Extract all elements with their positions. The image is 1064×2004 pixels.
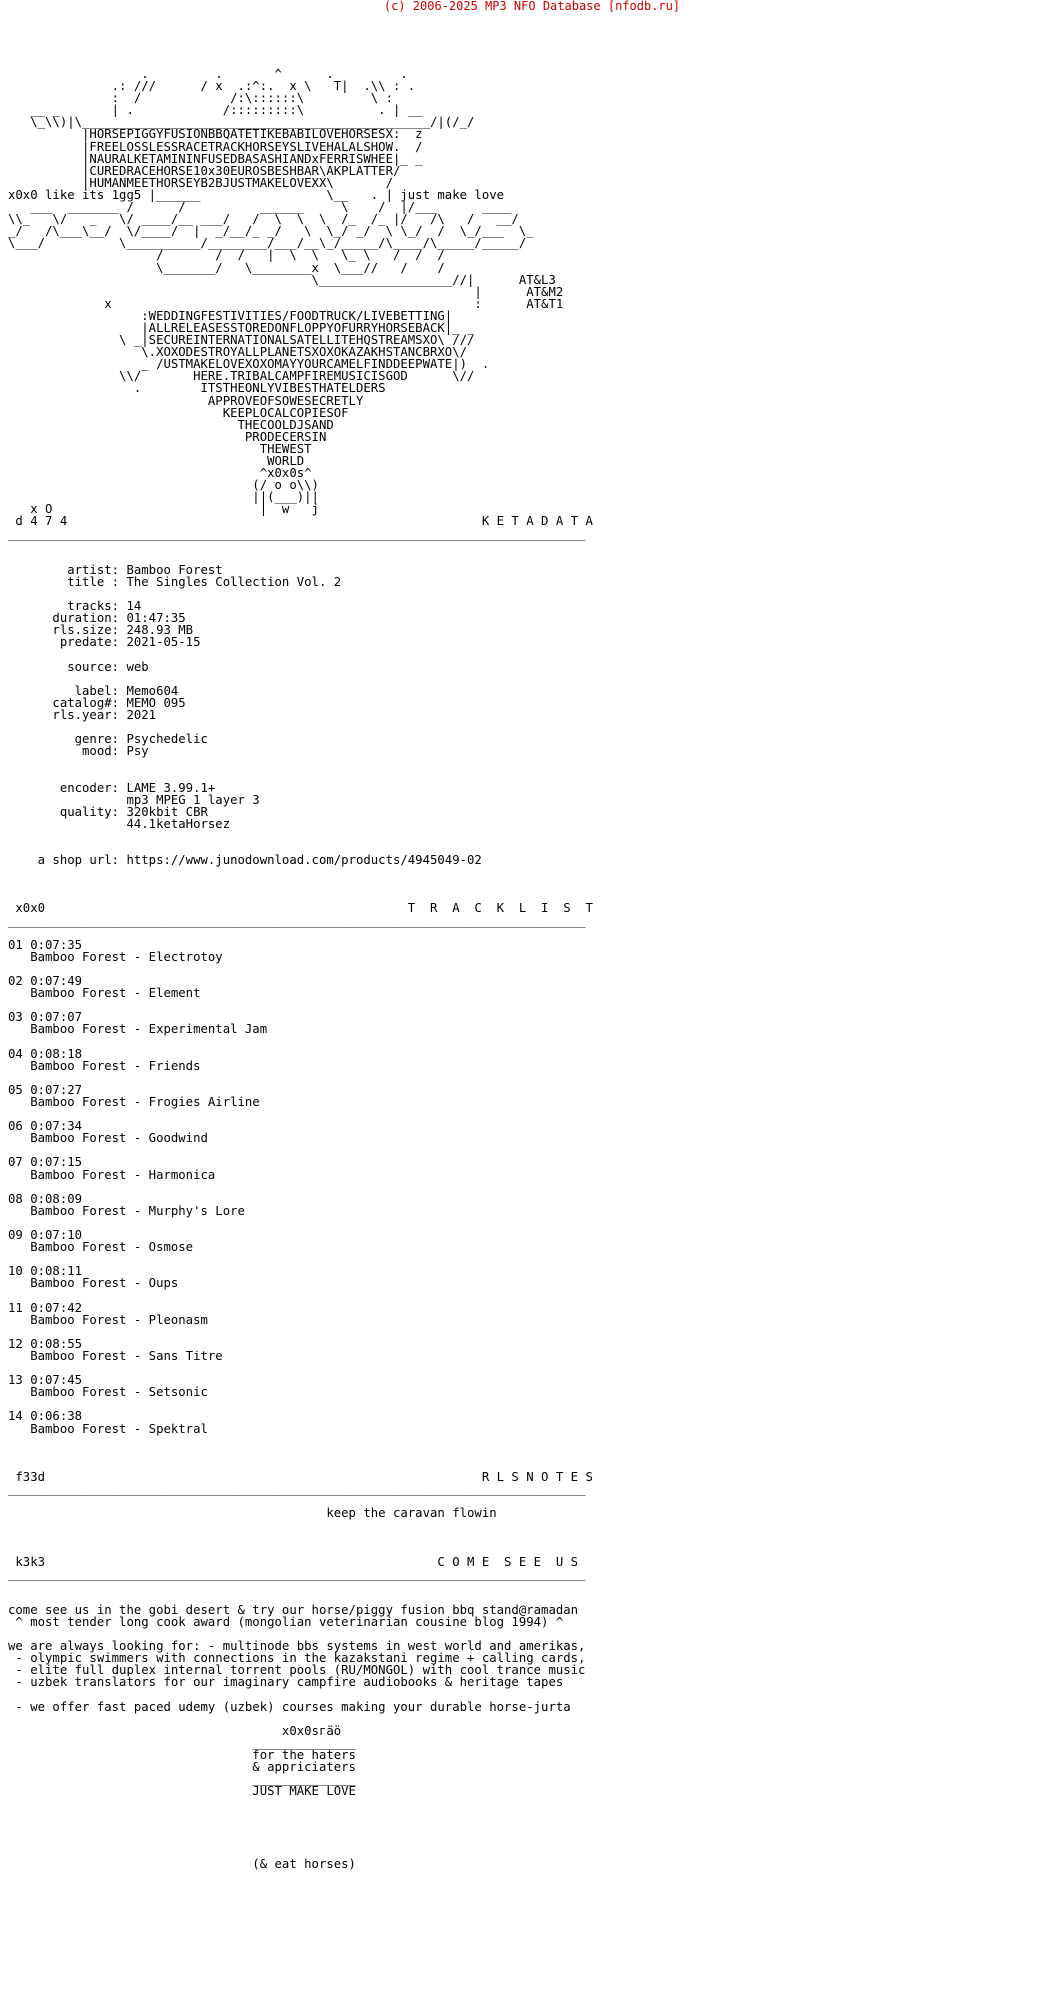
nfo-text: . . ^ . . .: /// / x .:^:. x \ T| .\\ : . : / /:\::::::\ \ : __ _ | . /:::::::::\ . | __ \_\\)|\_______________________________________________/|(/_/ |HORSEPIGGYFUSIONBBQATETIKEBABILOVEHORSESX: z |FREELOSSLESSRACETRACKHORSEYSLIVEHALALSHOW. / |NAURALKETAMININFUSEDBASASHIANDxFERRISWHEE|_ _ |CUREDRACEHORSE10x30EUROSBESHBAR\AKPLATTER/ |HUMANMEETHORSEYB2BJUSTMAKELOVEXX\ / x0x0 like its 1gg5 |______ \__ . | just make love ___ _______ / / ______ \ / |/___ ____ \\_ \/ _ \/ ____/__ ___/ / \ \ \ /_ /_ |/ /\ / __/ _/ /\___\__/ \/____/ | _/__/_ _/ \ \_/ _/ \ \_/ / \_/___ \_ \___/ \__________/________/___/__\_/_____/\____/\_____/_____/ / / / | \ \ \_ \ / / / \_______/ \________x \___// / / \__________________//| AT&L3 | AT&M2 x : AT&T1 :WEDDINGFESTIVITIES/FOODTRUCK/LIVEBETTING| |ALLRELEASESSTOREDONFLOPPYOFURRYHORSEBACK|_ _ \ _|SECUREINTERNATIONALSATELLITEHQSTREAMSXO\ /// \.XOXODESTROYALLPLANETSXOXOKAZAKHSTANCBRXO\/ _ /USTMAKELOVEXOXOMAYYOURCAMELFINDDEEPWATE|) . \\/ HERE.TRIBALCAMPFIREMUSICISGOD \// . ITSTHEONLYVIBESTHATELDERS APPROVEOFSOWESECRETLY KEEPLOCALCOPIESOF THECOOLDJSAND PRODECERSIN THEWEST WORLD ^x0x0s^ (/ o o\\) ||(___)|| x O | w j d 4 7 4 K E T A D A T A ______________________________________________________________________________ artist: Bamboo Forest title : The Singles Collection Vol. 2 tracks: 14 duration: 01:47:35 rls.size: 248.93 MB predate: 2021-05-15 source: web label: Memo604 catalog#: MEMO 095 rls.year: 2021 genre: Psychedelic mood: Psy encoder: LAME 3.99.1+ mp3 MPEG 1 layer 3 quality: 320kbit CBR 44.1ketaHorsez a shop url: https://www.junodownload.com/products/4945049-02 x0x0 T R A C K L I S T ______________________________________________________________________________ 01 0:07:35 Bamboo Forest - Electrotoy 02 0:07:49 Bamboo Forest - Element 03 0:07:07 Bamboo Forest - Experimental Jam 04 0:08:18 Bamboo Forest - Friends 05 0:07:27 Bamboo Forest - Frogies Airline 06 0:07:34 Bamboo Forest - Goodwind 07 0:07:15 Bamboo Forest - Harmonica 08 0:08:09 Bamboo Forest - Murphy's Lore 09 0:07:10 Bamboo Forest - Osmose 10 0:08:11 Bamboo Forest - Oups 11 0:07:42 Bamboo Forest - Pleonasm 12 0:08:55 Bamboo Forest - Sans Titre 13 0:07:45 Bamboo Forest - Setsonic 14 0:06:38 Bamboo Forest - Spektral f33d R L S N O T E S ______________________________________________________________________________ keep the caravan flowin k3k3 C O M E S E E U S ______________________________________________________________________________ come see us in the gobi desert & try our horse/piggy fusion bbq stand@ramadan ^ most tender long cook award (mongolian veterinarian cousine blog 1994) ^ we are always looking for: - multinode bbs systems in west world and amerikas, - olympic swimmers with connections in the kazakstani regime + calling cards, - elite full duplex internal torrent pools (RU/MONGOL) with cool trance music - uzbek translators for our imaginary campfire audiobooks & heritage tapes - we offer fast paced udemy (uzbek) courses making your durable horse-jurta x0x0sгäö ______________ for the haters & appriciaters ______________ JUST MAKE LOVE (& eat horses) — [8, 67, 593, 1871]
site-header: (c) 2006-2025 MP3 NFO Database [nfodb.ru] — [383, 0, 681, 13]
